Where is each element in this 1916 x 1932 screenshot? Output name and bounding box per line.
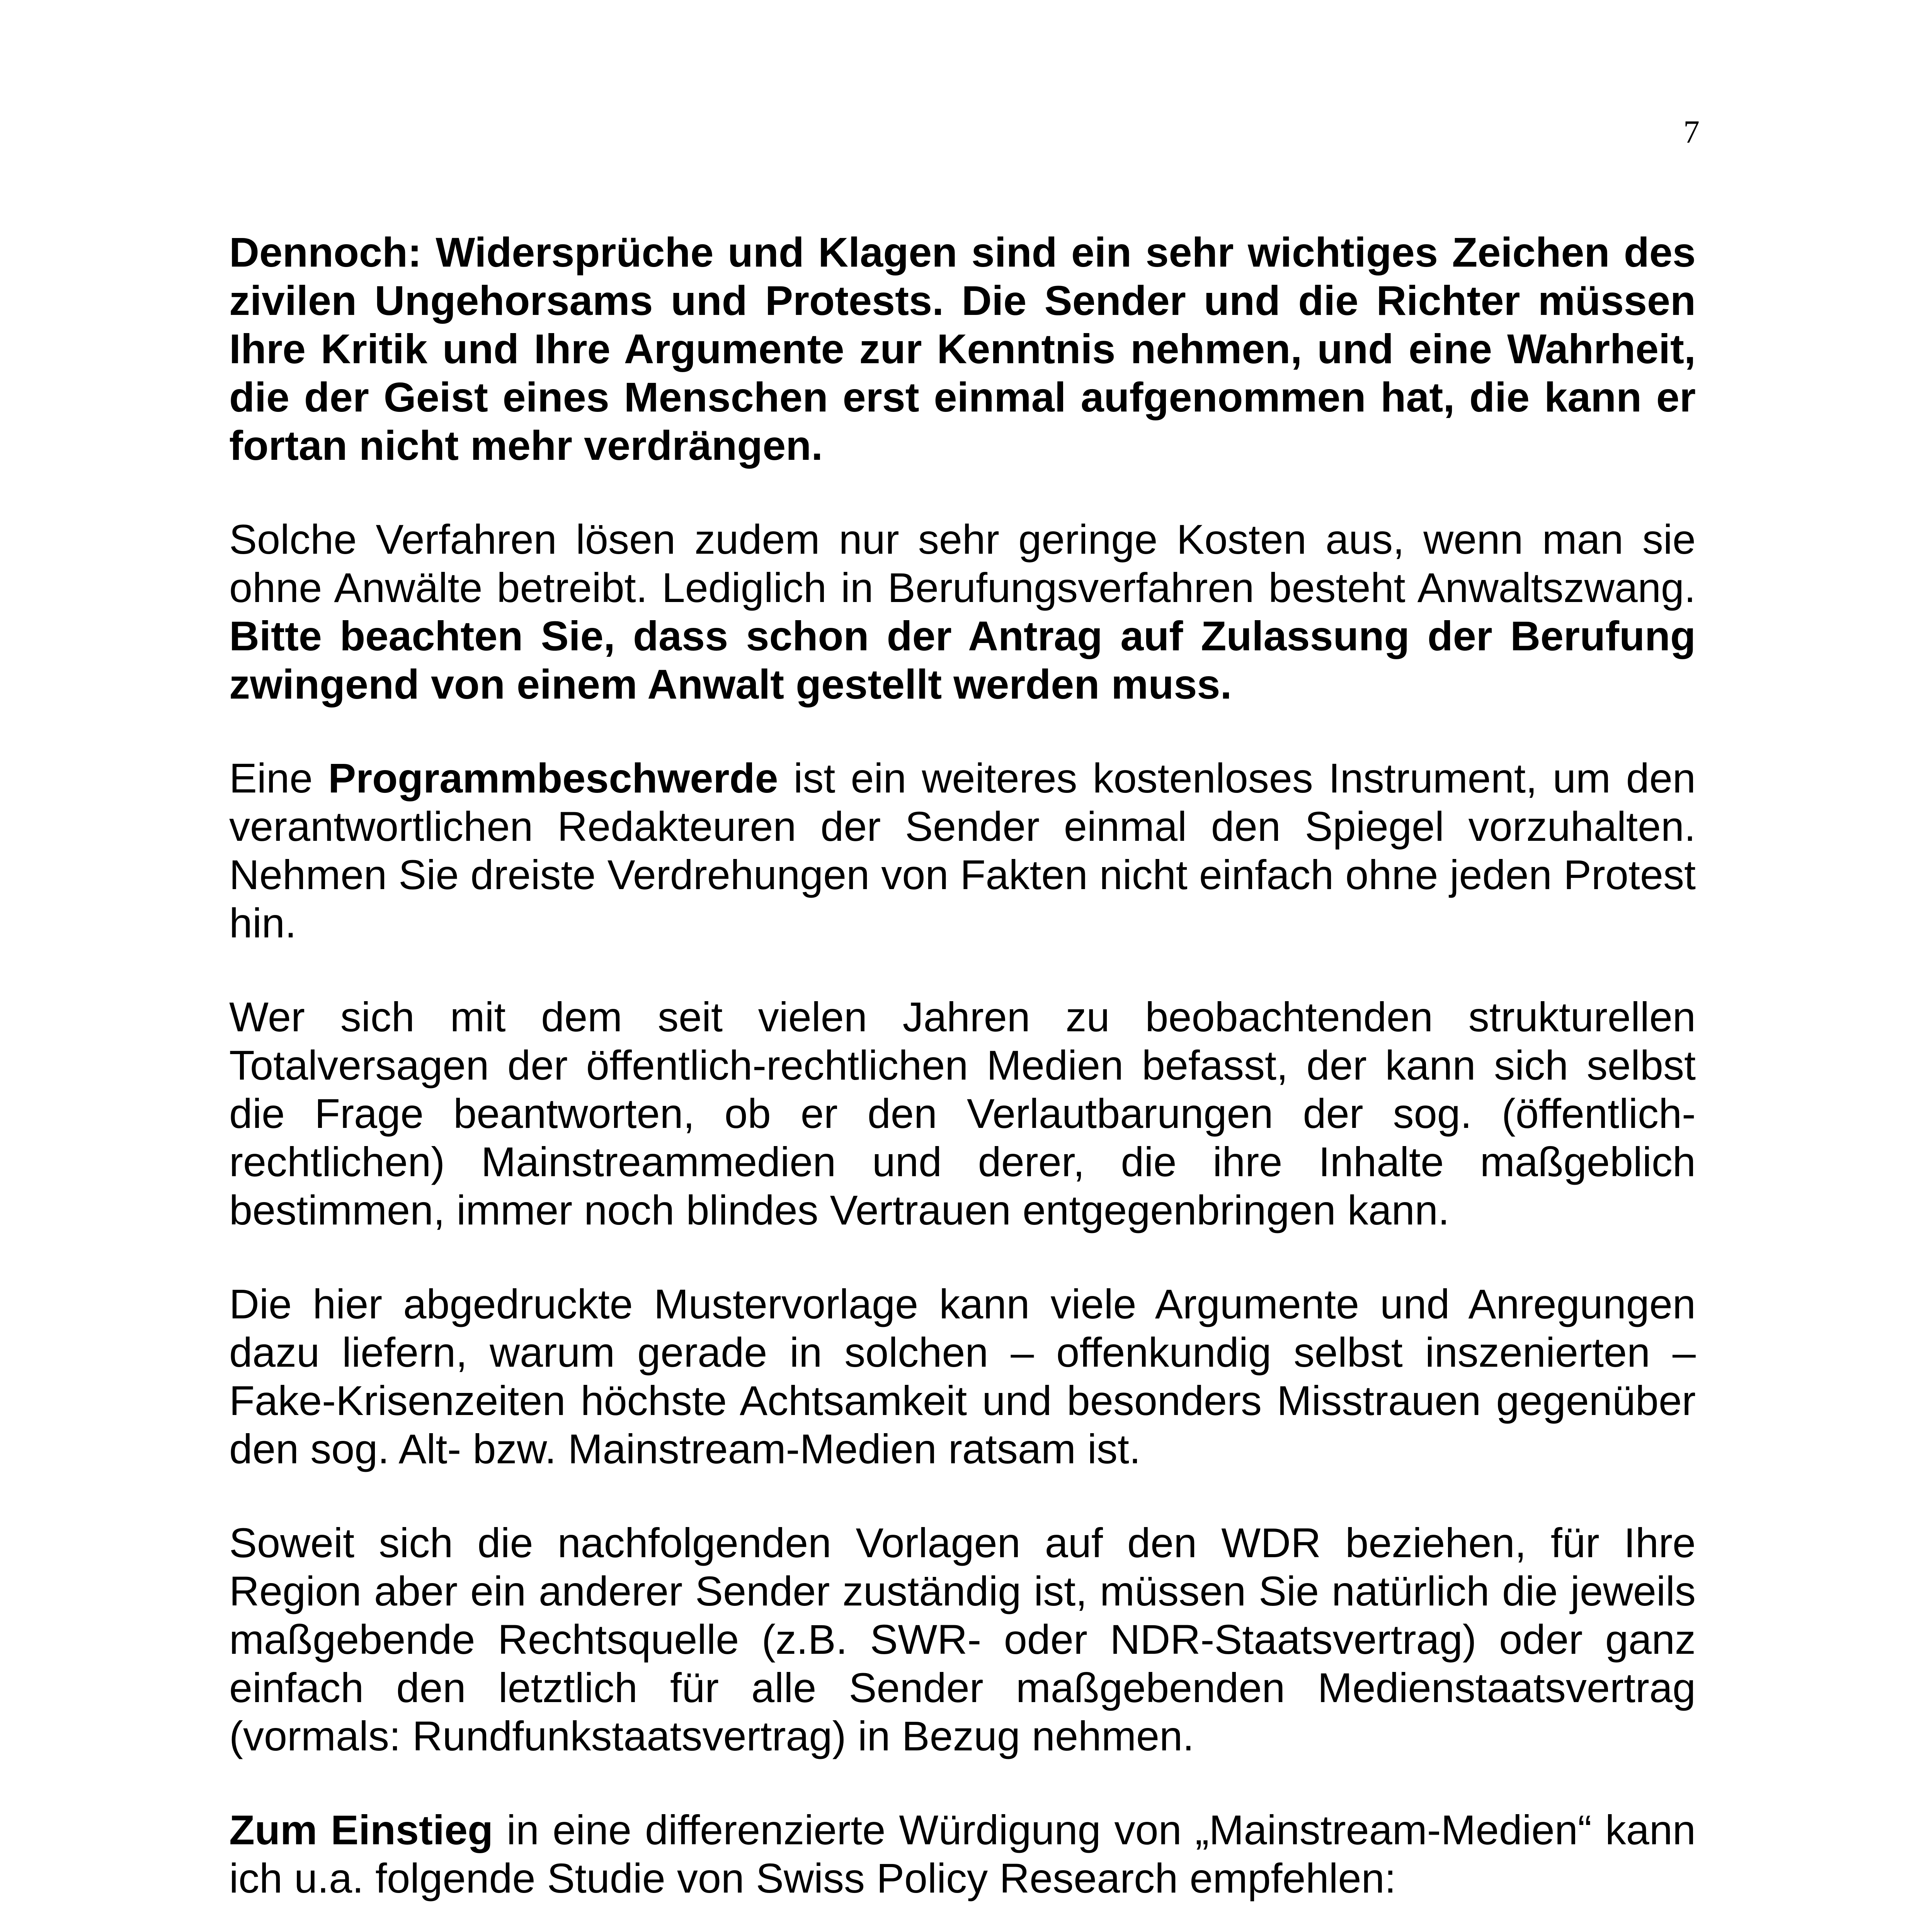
paragraph-costs [229,515,1696,708]
bold-text: Programmbeschwerde [328,755,778,801]
paragraph-template-arguments [229,1280,1696,1473]
page-number: 7 [1683,114,1700,150]
bold-text: Zum Einstieg [229,1806,493,1853]
paragraph-introduction [229,1806,1696,1902]
body-text: in eine differenzierte Würdigung von „Mainstream-Medien“ kann ich u.a. folgende Studie von Swiss Policy Research empfehlen: [229,1806,1696,1901]
body-text: Wer sich mit dem seit vielen Jahren zu beobachtenden strukturellen Totalversagen der öffentlich-rechtlichen Medien befasst, der kann sich selbst die Frage beantworten, ob er den Verlautbarungen der sog. (öffentlich-rechtlichen) Mainstreammedien und derer, die ihre Inhalte maßgeblich bestimmen, immer noch blindes Vertrauen entgegenbringen kann. [229,993,1696,1233]
bold-text: Dennoch: Widersprüche und Klagen sind ein sehr wichtiges Zeichen des zivilen Ungehorsams und Protests. Die Sender und die Richter müssen Ihre Kritik und Ihre Argumente zur Kenntnis nehmen, und eine Wahrheit, die der Geist eines Menschen erst einmal aufgenommen hat, die kann er fortan nicht mehr verdrängen. [229,229,1696,469]
body-text: ist ein weiteres kostenloses Instrument, um den verantwortlichen Redakteuren der Sender einmal den Spiegel vorzuhalten. Nehmen Sie dreiste Verdrehungen von Fakten nicht einfach ohne jeden Protest hin. [229,755,1696,946]
paragraph-program-complaint [229,754,1696,947]
body-text: Soweit sich die nachfolgenden Vorlagen auf den WDR beziehen, für Ihre Region aber ein anderer Sender zuständig ist, müssen Sie natürlich die jeweils maßgebende Rechtsquelle (z.B. SWR- oder NDR-Staatsvertrag) oder ganz einfach den letztlich für alle Sender maßgebenden Medienstaatsvertrag (vormals: Rundfunkstaatsvertrag) in Bezug nehmen. [229,1519,1696,1759]
paragraph-civil-disobedience [229,228,1696,469]
document-body [229,228,1696,1932]
paragraph-total-failure [229,993,1696,1234]
bold-text: Bitte beachten Sie, dass schon der Antrag auf Zulassung der Berufung zwingend von einem Anwalt gestellt werden muss. [229,612,1696,707]
body-text: Die hier abgedruckte Mustervorlage kann viele Argumente und Anregungen dazu liefern, warum gerade in solchen – offenkundig selbst inszenierten – Fake-Krisenzeiten höchste Achtsamkeit und besonders Misstrauen gegenüber den sog. Alt- bzw. Mainstream-Medien ratsam ist. [229,1281,1696,1472]
paragraph-regional-broadcaster [229,1519,1696,1760]
body-text: Eine [229,755,328,801]
body-text: Solche Verfahren lösen zudem nur sehr geringe Kosten aus, wenn man sie ohne Anwälte betreibt. Lediglich in Berufungsverfahren besteht Anwaltszwang. [229,516,1696,611]
